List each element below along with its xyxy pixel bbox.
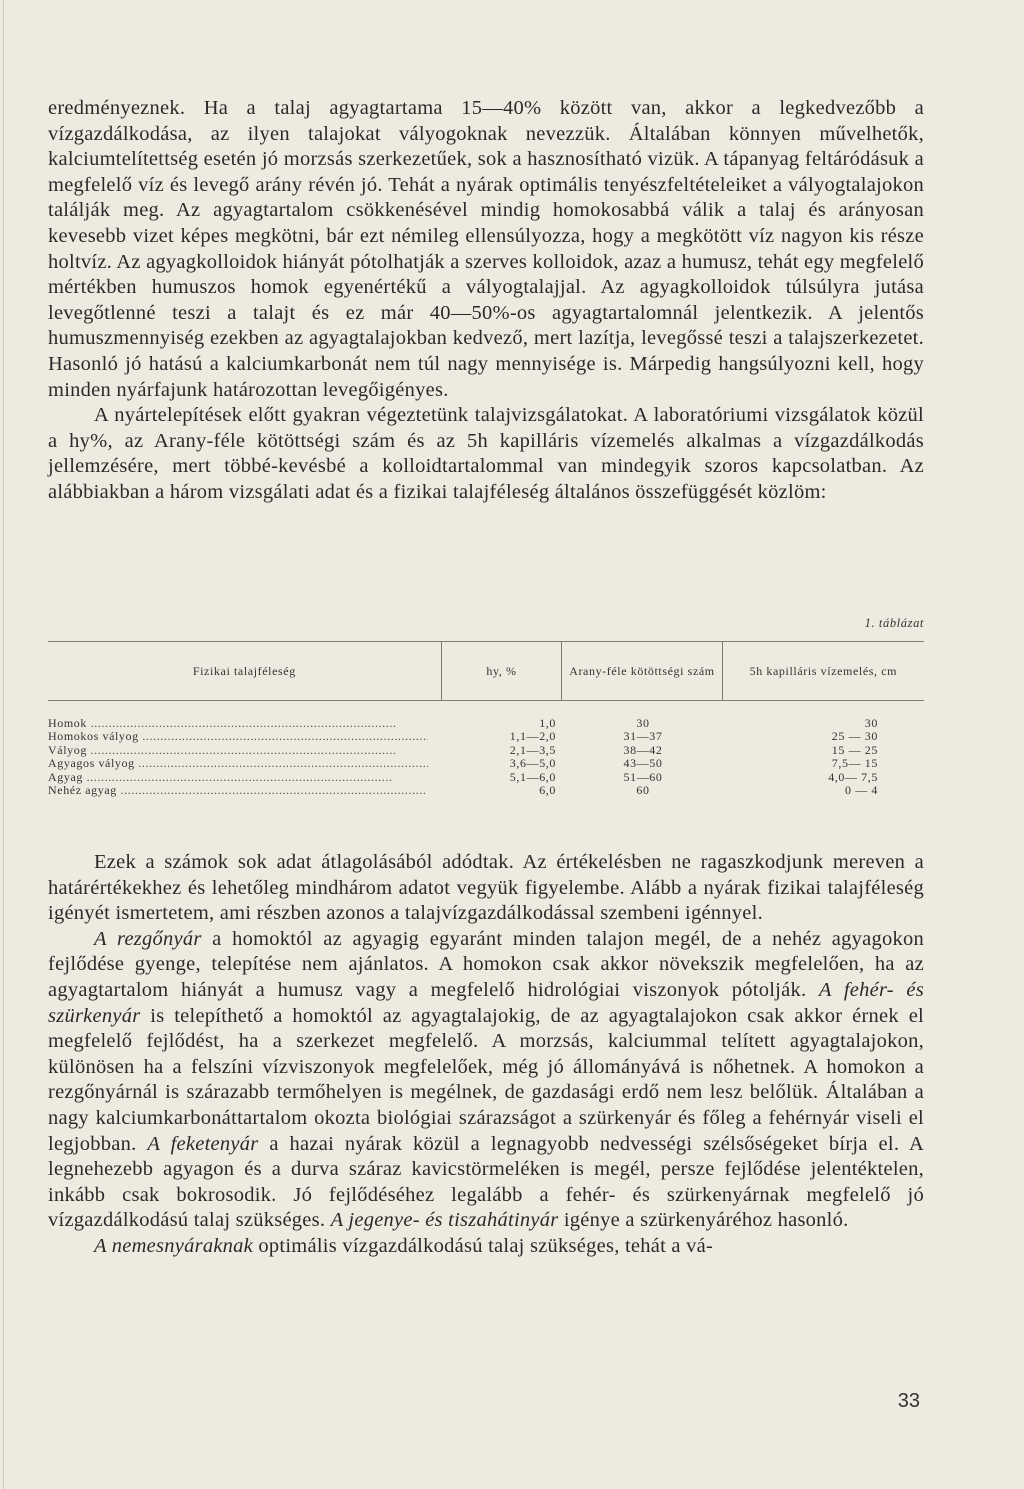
cell-soil: Nehéz agyag ..... [48, 784, 428, 797]
cell-arany: 30 [636, 716, 650, 730]
body-text-bottom [48, 850, 924, 1260]
species-nemesnyar: A nemesnyáraknak [94, 1234, 254, 1257]
paragraph-5-text: optimális vízgazdálkodású talaj szükséges, tehát a vá- [253, 1234, 714, 1257]
cell-capillary: 4,0— 7,5 [828, 769, 878, 784]
cell-hy: 3,6—5,0 [509, 756, 556, 771]
table-row [48, 784, 924, 797]
cell-hy: 5,1—6,0 [509, 769, 556, 784]
table-row [48, 717, 924, 730]
table-caption: 1. táblázat [864, 616, 924, 630]
page-number: 33 [897, 1390, 920, 1412]
cell-arany: 43—50 [623, 756, 663, 771]
cell-capillary: 0 — 4 [845, 782, 878, 797]
cell-hy: 2,1—3,5 [509, 742, 556, 757]
cell-capillary: 30 [864, 716, 878, 730]
cell-soil: Vályog ..... [48, 744, 428, 757]
cell-capillary: 7,5— 15 [831, 756, 878, 771]
cell-soil: Agyagos vályog ..... [48, 757, 428, 770]
cell-arany: 60 [636, 782, 650, 797]
cell-arany: 51—60 [623, 769, 663, 784]
table-row [48, 757, 924, 770]
cell-hy: 1,1—2,0 [509, 729, 556, 744]
paragraph-5 [48, 1234, 924, 1260]
table-row [48, 730, 924, 743]
soil-table [48, 616, 924, 797]
cell-soil: Agyag ..... [48, 771, 428, 784]
table-row [48, 771, 924, 784]
table-header [48, 641, 924, 701]
header-arany: Arany-féle kötöttségi szám [561, 642, 721, 700]
cell-soil: Homokos vályog ..... [48, 730, 428, 743]
table-row [48, 744, 924, 757]
header-capillary: 5h kapilláris vízemelés, cm [722, 642, 924, 700]
paragraph-3: Ezek a számok sok adat átlagolásából adódtak. Az értékelésben ne ragaszkodjunk mereven a határértékekhez és lehetőleg mindhárom adatot vegyük figyelembe. Alább a nyárak fizikai talajféleség igényét ismertetem, ami részben azonos a talajvízgazdálkodással szembeni igénnyel. [48, 851, 924, 925]
cell-capillary: 25 — 30 [831, 729, 878, 744]
species-jegenye: A jegenye- és tiszahátinyár [330, 1209, 559, 1232]
paragraph-1: eredményeznek. Ha a talaj agyagtartama 15—40% között van, akkor a legkedvezőbb a vízgazdálkodása, az ilyen talajokat vályogoknak nevezzük. Általában könnyen művelhetők, kalciumtelítettség esetén jó morzsás szerkezetűek, sok a hasznosítható vizük. A tápanyag feltáródásuk a megfelelő víz és levegő arány révén jó. Tehát a nyárak optimális tenyészfeltételeiket a vályogtalajokon találják meg. Az agyagtartalom csökkenésével mindig homokosabbá válik a talaj és arányosan kevesebb vizet képes megkötni, bár ezt némileg ellensúlyozza, hogy a megkötött víz nagyon kis része holtvíz. Az agyagkolloidok hiányát pótolhatják a szerves kolloidok, azaz a humusz, tehát egy megfelelő mértékben humuszos homok egyenértékű a vályogtalajjal. Az agyagkolloidok túlsúlyra jutása levegőtlenné teszi a talajt és ez már 40—50%-os agyagtartalomnál jelentkezik. A jelentős humuszmennyiség ezekben az agyagtalajokban kedvező, mert lazítja, levegőssé teszi a talajszerkezetet. Hasonló jó hatású a kalciumkarbonát nem túl nagy mennyisége is. Márpedig hangsúlyozni kell, hogy minden nyárfajunk határozottan levegőigényes. [48, 97, 924, 401]
header-hy: hy, % [441, 642, 562, 700]
page-edge [3, 0, 4, 1489]
cell-hy: 1,0 [539, 716, 556, 730]
cell-capillary: 15 — 25 [831, 742, 878, 757]
cell-arany: 38—42 [623, 742, 663, 757]
species-feketenyar: A feketenyár [147, 1132, 259, 1155]
paragraph-4-text-3: a hazai nyárak közül a legnagyobb nedvességi szélsőségeket bírja el. A legnehezebb agyagon és a durva száraz kavicstörmeléken is megél, persze fejlődése jelentéktelen, inkább csak bokrosodik. Jó fejlődéséhez legalább a fehér- és szürkenyárnak megfelelő jó vízgazdálkodású talaj szükséges. [48, 1132, 925, 1232]
table-body [48, 717, 924, 797]
paragraph-4-text-4: igénye a szürkenyáréhoz hasonló. [558, 1209, 849, 1232]
paragraph-4-text-2: is telepíthető a homoktól az agyagtalajokig, de az agyagtalajokon csak akkor érnek el megfelelő fejlődést, ha a szerkezet megfelelő. A morzsás, kalciummal telített agyagtalajokon, különösen ha a felszíni vízviszonyok megfelelőek, még jó állományává is nőhetnek. A homokon a rezgőnyárnál is szárazabb termőhelyen is megélnek, de gazdasági erdő nem lesz belőlük. Általában a nagy kalciumkarbonáttartalom okozta biológiai szárazságot a szürkenyár és főleg a fehérnyár viseli el legjobban. [48, 1004, 924, 1155]
cell-hy: 6,0 [539, 782, 556, 797]
header-soil-type: Fizikai talajféleség [192, 663, 296, 678]
species-rezgonyar: A rezgőnyár [94, 927, 202, 950]
cell-arany: 31—37 [623, 729, 663, 744]
paragraph-4 [48, 927, 924, 1234]
species-feher-szurke: A fehér- és szürkenyár [48, 978, 924, 1027]
paragraph-4-text-1: a homoktól az agyagig egyaránt minden talajon megél, de a nehéz agyagokon fejlődése gyenge, telepítése nem ajánlatos. A homokon csak akkor növekszik megfelelően, ha az agyagtartalom hiányát a humusz vagy a megfelelő hidrológiai viszonyok pótolják. [48, 927, 925, 1001]
body-text-top [48, 96, 924, 506]
cell-soil: Homok ..... [48, 717, 428, 730]
paragraph-2: A nyártelepítések előtt gyakran végeztetünk talajvizsgálatokat. A laboratóriumi vizsgálatok közül a hy%, az Arany-féle kötöttségi szám és az 5h kapilláris vízemelés alkalmas a vízgazdálkodás jellemzésére, mert többé-kevésbé a kolloidtartalommal van mindegyik szoros kapcsolatban. Az alábbiakban a három vizsgálati adat és a fizikai talajféleség általános összefüggését közlöm: [48, 404, 924, 503]
